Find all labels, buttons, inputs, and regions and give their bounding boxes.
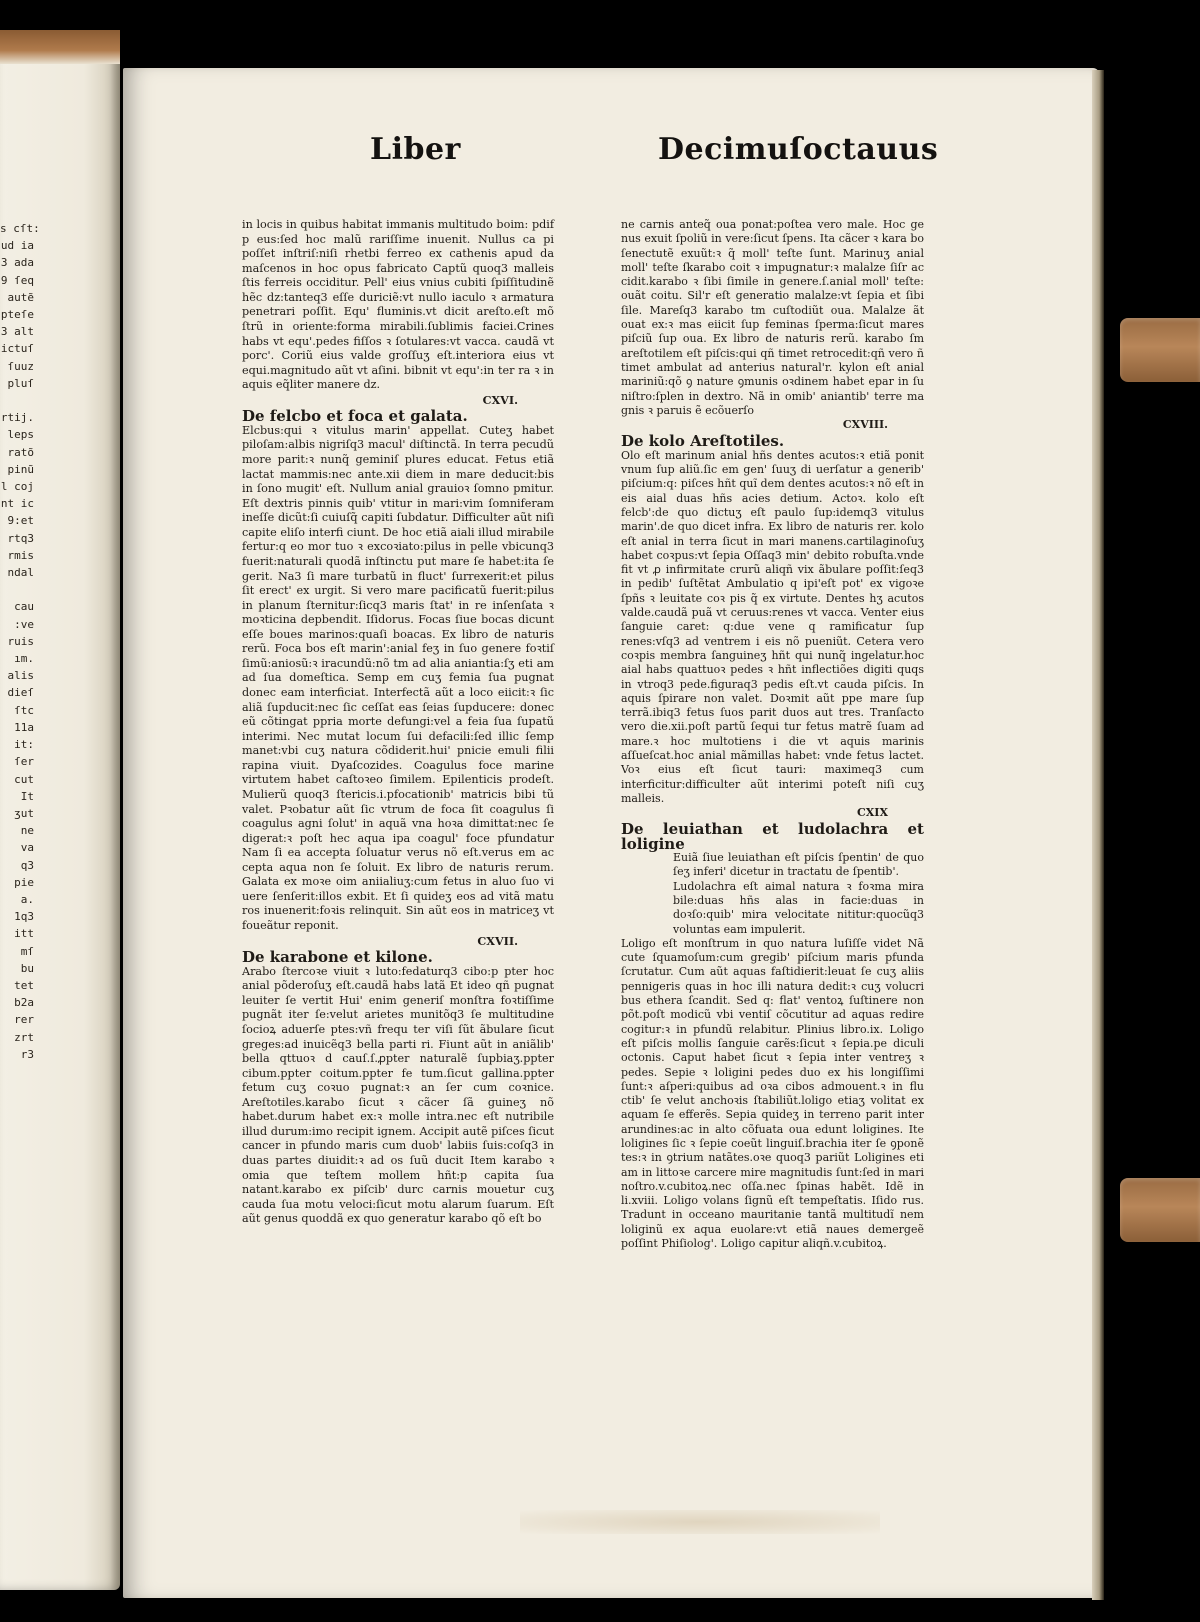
edge-text-line: 3 ada	[0, 256, 34, 270]
edge-text-line: bu	[20, 961, 34, 975]
edge-text-line: ım.	[14, 652, 34, 666]
book-binding	[0, 30, 120, 64]
edge-text-line: ictuſ	[0, 342, 34, 356]
edge-text-line: q3	[20, 858, 34, 872]
edge-text-line: ſuuz	[7, 359, 34, 373]
leather-strap-top	[1120, 318, 1200, 382]
chapter-heading: De karabone et kilone.	[242, 948, 433, 967]
edge-text-line: ud ia	[0, 239, 34, 253]
edge-text-line: leps	[7, 428, 34, 442]
chapter-heading: De kolo Areſtotiles.	[621, 432, 785, 451]
edge-text-line: a.	[20, 892, 34, 906]
body-paragraph: Olo eſt marinum anial hñs dentes acutos:ꝛ etiã ponit vnum ſup aliũ.ſic em gen' ſuuʒ di uerſatur a generib' piſcium:q: piſces hñt quĩ dem dentes acutos:ꝛ nõ eſt in eis aial duas hñs acies detium. Actoꝛ. kolo eſt felcb':de quo dictuʒ eſt paulo ſup:idemq3 vitulus marin'.de quo dicet infra. Ex libro de naturis rer. kolo eſt anial in terra ſicut in mari manens.cartilaginoſuʒ habet coꝛpus:vt ſepia Oſſaq3 min' debito robuſta.vnde fit vt ꝓ infirmitate crurũ aliqñ vix ãbulare poſſit:ſeq3 in pedib' ſuſtẽtat Ambulatio q ipi'eſt pot' ex vigoꝛe ſpñs ꝛ leuitate coꝛ pis q̃ ex virtute. Dentes hʒ acutos valde.caudã puã vt ceruus:renes vt vacca. Venter eius ſanguie caret: q:due vene q ramificatur ſup renes:vſq3 ad ventrem i eis nõ pueniũt. Cetera vero coꝛpis membra ſanguineʒ hñt qui nunq̃ ingelatur.hoc aial habs quattuoꝛ pedes ꝛ hñt inflectiões digiti quqs in vtroq3 pede.figuraq3 pedis eſt.vt cauda piſcis. In aquis ſpirare non valet. Doꝛmit aũt ppe mare ſup terrã.ibiq3 fetus ſuos parit duos aut tres. Tranſacto vero die.xii.poſt partũ ſequi tur fetus matrẽ ſuam ad mare.ꝛ hoc multotiens i die vt aquis marinis aſſueſcat.hoc anial mãmillas habet: vnde fetus lactet. Voꝛ eius eſt ſicut tauri: maximeq3 cum interficitur:difficulter aũt interimi poteſt niſi cuʒ malleis.	[621, 448, 924, 805]
text-column-right	[621, 218, 924, 1251]
edge-text-line: rtq3	[7, 531, 34, 545]
edge-text-line: 9 ſeq	[0, 273, 34, 287]
edge-text-line: it:	[14, 738, 34, 752]
body-paragraph: in locis in quibus habitat immanis multitudo boim: pdif p eus:ſed hoc malũ rariſſime inuenit. Nullus ca pi poſſet inſtriſ:niſi rhetbi ferreo ex cathenis apud da maſcenos in hoc opus fabricato Captũ quoq3 malleis ſtis ferreis occiditur. Pell' eius vnius cubiti ſpiſſitudinẽ hẽc dz:tanteq3 eſſe duriciẽ:vt nullo iaculo ꝛ armatura penetrari poſſit. Equ' fluminis.vt dicit areſto.eſt mõ ſtrũ in oriente:forma mirabili.ſublimis faciei.Crines habs vt equ'.pedes fiſſos ꝛ ſotulares:vt vacca. caudã vt porc'. Coriũ eius valde groſſuʒ eſt.interiora eius vt equi.magnitudo aũt vt aſini. bibnit vt equ':in ter ra ꝛ in aquis eq̃liter manere dz.	[242, 218, 554, 392]
edge-text-line: pluſ	[7, 376, 34, 390]
body-paragraph: Euiã ſiue leuiathan eſt piſcis ſpentin' de quo ſeʒ inferi' dicetur in tractatu de ſpentib'.	[673, 851, 924, 879]
body-paragraph: Ludolachra eſt aimal natura ꝛ foꝛma mira bile:duas hñs alas in facie:duas in doꝛſo:quib' mira velocitate nititur:quocũq3 voluntas eam impulerit.	[673, 879, 924, 936]
text-column-left	[242, 218, 554, 1227]
running-head-left: Liber	[370, 132, 461, 167]
edge-text-line: pteſe	[0, 308, 34, 322]
chapter-number: CXVIII.	[842, 418, 888, 432]
edge-text-line: It	[20, 789, 34, 803]
chapter-heading: De felcbo et foca et galata.	[242, 407, 468, 426]
edge-text-line: rtij.	[0, 411, 34, 425]
previous-page	[0, 30, 120, 1590]
edge-text-line	[0, 581, 34, 598]
body-paragraph: Elcbus:qui ꝛ vitulus marin' appellat. Cuteʒ habet piloſam:albis nigriſq3 macul' diſtinctã. In terra pecudũ more parit:ꝛ nunq̃ geminiſ plures educat. Fetus etiã lactat mammis:nec ante.xii diem in mare deducit:bis in ſono mugit' eſt. Nullum anial grauioꝛ ſomno pmitur. Eſt dextris pinnis quib' vtitur in mari:vim ſomniferam ineſſe dicũt:ſi cuiuſq̃ capiti ſubdatur. Difficulter aũt niſi capite eliſo interfi ciunt. De hoc etiã aiali illud mirabile fertur:q eo mor tuo ꝛ excoꝛiato:pilus in pelle vbicunq3 fuerit:naturali quodã inſtinctu put mare ſe habet:ita ſe gerit. Na3 ſi mare turbatũ in fluct' ſurrexerit:et pilus ſit erect' ex urgit. Si vero mare pacificatũ fuerit:pilus in planum ſternitur:ſicq3 maris ſtat' in re inſenſata ꝛ moꝛticina depbendit. Iſidorus. Focas ſiue bocas dicunt eſſe boues marinos:quaſi boacas. Ex libro de naturis rerũ. Foca bos eſt marin':anial feʒ in ſuo genere foꝛtiſ ſimũ:aniosũ:ꝛ iracundũ:nõ tm ad alia aniantia:ſʒ eti am ad ſua domeſtica. Semp em cuʒ femia ſua pugnat donec eam interficiat. Interfectã aũt a loco eiicit:ꝛ ſic aliã ſupducit:nec ſic ceſſat eas ſeias ſupducere: donec eũ cõtingat ppria morte defungi:vel a feia ſua ſupatũ interimi. Nec mutat locum ſui defacili:ſed illic ſemp manet:vbi cuʒ natura cõdiderit.hui' pnicie emuli filii rapina viuit. Dyaſcozides. Coagulus foce marine virtutem habet caſtoꝛeo ſimilem. Epilenticis prodeſt. Mulierũ quoq3 ſtericis.i.pfocationib' matricis bibi tũ valet. Pꝛobatur aũt ſic vtrum de foca ſit coagulus ſi coagulus agni ſolut' in aquã vna hoꝛa dimittat:nec ſe digerat:ꝛ poſt hec aqua ipa coagul' foce pfundatur Nam ſi ea accepta ſoluatur verus nõ eſt.verus em ac cepta aqua non ſe ſoluit. Ex libro de naturis rerum. Galata ex moꝛe oim aniialiuʒ:cum fetus in aluo ſuo vi uere ſenſerit:illos exbit. Et ſi quideʒ eos ad vitã matu ros inuenerit:foꝛis relinquit. Sin aũt eos in matriceʒ vt foueãtur reponit.	[242, 423, 554, 932]
edge-text-line: rer	[14, 1013, 34, 1027]
chapter-heading: De leuiathan et ludolachra et loligine	[621, 820, 924, 853]
running-head-right: Decimuſoctauus	[658, 132, 939, 167]
page-edge	[1092, 70, 1104, 1600]
edge-text-line: 3 alt	[0, 325, 34, 339]
edge-text-line: itt	[14, 927, 34, 941]
leather-strap-bottom	[1120, 1178, 1200, 1242]
edge-text-line: ruis	[7, 634, 34, 648]
edge-text-line: autẽ	[7, 290, 34, 304]
edge-text-line: ndal	[7, 566, 34, 580]
edge-text-line: 11a	[14, 720, 34, 734]
chapter-number: CXVII.	[477, 933, 518, 948]
edge-text-line: mſ	[20, 944, 34, 958]
edge-text-line: ne	[20, 824, 34, 838]
previous-page-text-edge	[0, 220, 40, 1063]
edge-text-line: dieſ	[7, 686, 34, 700]
edge-text-line: tet	[14, 978, 34, 992]
chapter-number: CXIX	[857, 806, 888, 820]
edge-text-line: ſer	[14, 755, 34, 769]
edge-text-line: pinũ	[7, 462, 34, 476]
body-paragraph: Arabo ſtercoꝛe viuit ꝛ luto:fedaturq3 cibo:p pter hoc anial põderoſuʒ eſt.caudã habs latã Et ideo qñ pugnat leuiter ſe vertit Hui' enim generiſ monſtra foꝛtiſſime pugnãt iter ſe:velut arietes munitõq3 ſe multitudine ſocioꝝ aduerſe ptes:vñ frequ ter viſi ſũt ãbulare ſicut greges:ad inuicẽq3 bella parti ri. Fiunt aũt in aniãlib' bella qttuoꝛ d cauſ.ſ.ꝓpter naturalẽ ſupbiaʒ.ppter cibum.ppter coitum.ppter fe tum.ſicut gallina.ppter fetum cuʒ coꝛuo pugnat:ꝛ an ſer cum coꝛnice. Areſtotiles.karabo ſicut ꝛ cãcer ſã guineʒ nõ habet.durum habet ex:ꝛ molle intra.nec eſt nutribile illud durum:imo recipit ignem. Accipit autẽ piſces ſicut cancer in pfundo maris cum duob' labiis ſuis:coſq3 in duas partes diuidit:ꝛ ad os ſuũ ducit Item karabo ꝛ omia que teſtem mollem hñt:p capita ſua natant.karabo ex piſcib' durc carnis mouetur cuʒ cauda ſua motu veloci:ſicut motu alarum ſuarum. Eſt aũt genus quoddã ex quo generatur karabo qõ eſt bo	[242, 964, 554, 1226]
body-paragraph: ne carnis anteq̃ oua ponat:poſtea vero male. Hoc ge nus exuit ſpoliũ in vere:ſicut ſpens. Ita cãcer ꝛ kara bo ſenectutẽ exuũt:ꝛ q̃ moll' teſte ſunt. Marinuʒ anial moll' teſte ſkarabo coit ꝛ impugnatur:ꝛ malalze ſiſr ac cidit.karabo ꝛ ſibi ſimile in genere.ſ.anial moll' teſte: ouãt coitu. Sil'r eſt generatio malalze:vt ſepia et ſibi ſile. Mareſq3 karabo tm cuſtodiũt oua. Malalze ãt ouat ex:ꝛ mas eiicit ſup feminas ſperma:ſicut mares piſciũ ſup oua. Ex libro de naturis rerũ. karabo ſm areſtotilem eſt piſcis:qui qñ timet retrocedit:qñ vero ñ timet ambulat ad anterius natural'r. kylon eſt anial mariniũ:qõ ꝯ nature ꝯmunis oꝛdinem habet epar in ſu niſtro:ſplen in dextro. Nã in omib' aniantib' terre ma gnis ꝛ paruis ẽ ecõuerſo	[621, 218, 924, 417]
edge-text-line: s cſt:	[0, 222, 40, 235]
edge-text-line	[0, 392, 34, 409]
edge-text-line: rmis	[7, 548, 34, 562]
chapter-number: CXVI.	[482, 392, 518, 407]
edge-text-line: l coj	[0, 480, 34, 494]
edge-text-line: nt ic	[0, 497, 34, 511]
edge-text-line: ratõ	[7, 445, 34, 459]
edge-text-line: cut	[14, 772, 34, 786]
edge-text-line: cau	[14, 600, 34, 614]
page-stain	[520, 1510, 880, 1534]
edge-text-line: zrt	[14, 1030, 34, 1044]
edge-text-line: 1q3	[14, 910, 34, 924]
edge-text-line: va	[20, 841, 34, 855]
edge-text-line: alis	[7, 669, 34, 683]
edge-text-line: b2a	[14, 996, 34, 1010]
body-paragraph: Loligo eſt monſtrum in quo natura luſiſſe videt Nã cute ſquamoſum:cum gregib' piſcium maris pfunda ſcrutatur. Cum aũt aquas faſtidierit:leuat ſe cuʒ aliis pennigeris quas in hoc illi natura dedit:ꝛ cuʒ volucri bus ethera ſcandit. Sed q: flat' ventoꝝ ſuſtinere non põt.poſt modicũ vbi ventiſ cõcutitur ad aquas redire cogitur:ꝛ in pfundũ relabitur. Plinius libro.ix. Loligo eſt piſcis mollis ſanguie carẽs:ſicut ꝛ ſepia.pe diculi octonis. Caput habet ſicut ꝛ ſepia inter ventreʒ ꝛ pedes. Sepie ꝛ loligini pedes duo ex his longiſſimi ſunt:ꝛ aſperi:quibus ad oꝛa cibos admouent.ꝛ in flu ctib' ſe velut anchoꝛis ſtabiliũt.loligo etiaʒ volitat ex aquam ſe efferẽs. Sepia quideʒ in terreno parit inter arundines:ac in alto cõfuata oua edunt loligines. Ite loligines ſic ꝛ ſepie coeũt linguiſ.brachia iter ſe ꝯponẽ tes:ꝛ in ꝯtrium natãtes.oꝛe quoq3 pariũt Loligines eti am in littoꝛe carcere mire magnitudis ſunt:ſed in mari noſtro.v.cubitoꝝ.nec oſſa.nec ſpinas habẽt. Idẽ in li.xviii. Loligo volans ſignũ eſt tempeſtatis. Iſido rus. Tradunt in occeano mauritanie tantã multitudĩ nem loliginũ ex aqua euolare:vt etiã naues demergeẽ poſſint Phiſiolog'. Loligo capitur aliqñ.v.cubitoꝝ.	[621, 936, 924, 1251]
edge-text-line: ſtc	[14, 703, 34, 717]
edge-text-line: ʒut	[14, 806, 34, 820]
edge-text-line: 9:et	[7, 514, 34, 528]
edge-text-line: r3	[20, 1047, 34, 1061]
edge-text-line: pie	[14, 875, 34, 889]
edge-text-line: :ve	[14, 617, 34, 631]
